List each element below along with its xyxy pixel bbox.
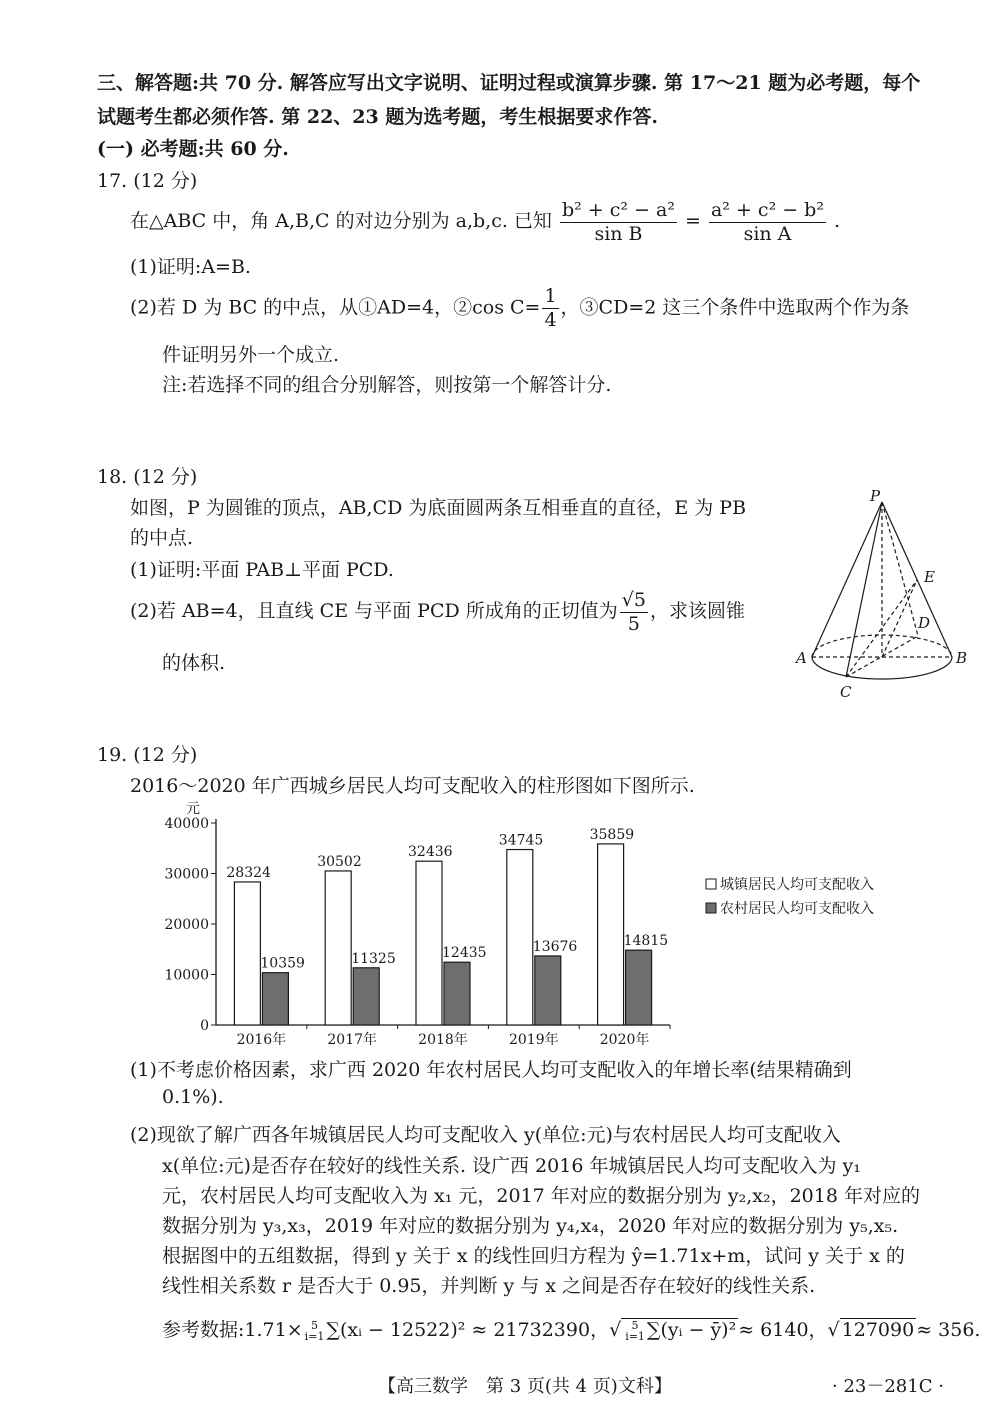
x-tick-label: 2020年: [599, 1032, 650, 1048]
q17-note: 注:若选择不同的组合分别解答，则按第一个解答计分.: [162, 374, 612, 396]
bar-rural-value-label: 10359: [260, 955, 305, 972]
q17-stem: [130, 198, 840, 245]
q18-part2-line2: 的体积.: [162, 652, 226, 674]
y-tick-label: 20000: [164, 917, 209, 933]
q18-part1: (1)证明:平面 PAB⊥平面 PCD.: [130, 559, 394, 581]
legend-label-rural: 农村居民人均可支配收入: [720, 901, 874, 917]
section-heading-line2: 试题考生都必须作答. 第 22、23 题为选考题，考生根据要求作答.: [97, 106, 658, 128]
q19-part2-line2: x(单位:元)是否存在较好的线性关系. 设广西 2016 年城镇居民人均可支配收入为 y₁: [162, 1155, 861, 1177]
sum-limits-1: 5 i=1: [304, 1319, 325, 1343]
label-B: B: [956, 649, 968, 667]
q17-part1: (1)证明:A=B.: [130, 256, 251, 278]
q18-part2-text: (2)若 AB=4，且直线 CE 与平面 PCD 所成角的正切值为: [130, 600, 618, 622]
legend-swatch-urban: [706, 879, 716, 889]
reference-value-2: ≈ 6140，: [738, 1319, 828, 1341]
q17-part2-line2: 件证明另外一个成立.: [162, 344, 340, 366]
q17-header: 17. (12 分): [97, 170, 198, 192]
edge-PA: [812, 502, 882, 657]
q17-part2-fraction: $\frac{1}{4}$: [544, 285, 557, 331]
q18-line2: 的中点.: [130, 527, 194, 549]
bar-rural-value-label: 14815: [623, 933, 669, 950]
label-P: P: [870, 487, 881, 505]
legend-swatch-rural: [706, 903, 716, 913]
q19-part2-line6: 线性相关系数 r 是否大于 0.95，并判断 y 与 x 之间是否存在较好的线性关系.: [162, 1275, 816, 1297]
bar-urban-value-label: 30502: [317, 853, 362, 870]
reference-sum-2: ∑(yᵢ − ȳ)²: [646, 1319, 737, 1341]
x-tick-label: 2016年: [236, 1032, 287, 1048]
sqrt-sign-2: √: [827, 1319, 840, 1341]
bar-rural-value-label: 13676: [532, 938, 578, 955]
page-footer-title: 【高三数学 第 3 页(共 4 页)文科】: [378, 1376, 672, 1397]
bar-rural: [444, 962, 470, 1025]
section-subheading: (一) 必考题:共 60 分.: [97, 138, 289, 160]
q17-equals: =: [685, 210, 701, 232]
q19-part2-line5: 根据图中的五组数据，得到 y 关于 x 的线性回归方程为 ŷ=1.71x+m，试问 y 关于 x 的: [162, 1245, 905, 1267]
bar-urban: [234, 882, 260, 1025]
bar-urban-value-label: 34745: [498, 832, 544, 849]
reference-sqrt-3: 127090: [841, 1319, 915, 1341]
q18-header: 18. (12 分): [97, 466, 198, 488]
q19-part1-line2: 0.1%).: [162, 1086, 224, 1108]
label-C: C: [840, 683, 852, 701]
label-A: A: [796, 649, 807, 667]
y-axis-unit-label: 元: [186, 801, 200, 817]
q18-part2-fraction: $\frac{√5}{5}$: [621, 588, 646, 635]
bar-urban-value-label: 32436: [408, 844, 453, 861]
y-tick-label: 10000: [164, 967, 209, 984]
bar-urban: [598, 844, 624, 1025]
reference-sum-1: ∑(xᵢ − 12522)² ≈ 21732390，: [326, 1319, 610, 1341]
legend-label-urban: 城镇居民人均可支配收入: [720, 877, 874, 893]
bar-rural: [262, 973, 288, 1025]
reference-value-3: ≈ 356.: [916, 1319, 981, 1341]
cone-base-front: [812, 657, 952, 679]
bar-rural: [626, 950, 652, 1025]
y-tick-label: 30000: [164, 866, 209, 883]
page-footer-code: · 23－281C ·: [832, 1376, 944, 1397]
q17-stem-text: 在△ABC 中，角 A,B,C 的对边分别为 a,b,c. 已知: [130, 210, 552, 232]
q18-part2: [130, 588, 745, 635]
bar-rural: [535, 956, 561, 1025]
q19-part2-line1: (2)现欲了解广西各年城镇居民人均可支配收入 y(单位:元)与农村居民人均可支配收入: [130, 1124, 841, 1146]
bar-rural-value-label: 11325: [351, 950, 396, 967]
bar-rural-value-label: 12435: [442, 945, 487, 962]
q19-intro: 2016～2020 年广西城乡居民人均可支配收入的柱形图如下图所示.: [130, 775, 695, 797]
bar-urban: [416, 861, 442, 1025]
bar-urban-value-label: 35859: [589, 826, 635, 843]
reference-label: 参考数据:: [162, 1319, 245, 1341]
bar-urban: [507, 850, 533, 1025]
label-E: E: [924, 568, 935, 586]
reference-coefficient: 1.71×: [244, 1319, 303, 1341]
bar-urban: [325, 871, 351, 1025]
y-tick-label: 40000: [164, 816, 209, 832]
q17-period: .: [834, 210, 841, 232]
q19-part2-line3: 元，农村居民人均可支配收入为 x₁ 元，2017 年对应的数据分别为 y₂,x₂，2018 年对应的: [162, 1185, 920, 1207]
bar-rural: [353, 968, 379, 1025]
q18-part2-text-end: ，求该圆锥: [649, 600, 745, 622]
q19-header: 19. (12 分): [97, 744, 198, 766]
q19-part2-line4: 数据分别为 y₃,x₃，2019 年对应的数据分别为 y₄,x₄，2020 年对应的数据分别为 y₅,x₅.: [162, 1215, 899, 1237]
y-tick-label: 0: [200, 1018, 209, 1034]
bar-urban-value-label: 28324: [226, 864, 271, 881]
edge-PC: [846, 502, 882, 677]
section-heading-line1: 三、解答题:共 70 分. 解答应写出文字说明、证明过程或演算步骤. 第 17～21 题为必考题，每个: [97, 72, 921, 94]
label-D: D: [918, 614, 931, 632]
q17-fraction-1: $\frac{\text{b² + c² − a²}}{\text{sin B}}$: [561, 198, 675, 245]
q18-line1: 如图，P 为圆锥的顶点，AB,CD 为底面圆两条互相垂直的直径，E 为 PB: [130, 497, 747, 519]
x-tick-label: 2019年: [508, 1032, 559, 1048]
q19-part1-line1: (1)不考虑价格因素，求广西 2020 年农村居民人均可支配收入的年增长率(结果精确到: [130, 1059, 852, 1081]
q17-part2: [130, 285, 909, 332]
q17-part2-text-end: ，③CD=2 这三个条件中选取两个作为条: [560, 296, 910, 319]
q17-part2-text: (2)若 D 为 BC 的中点，从①AD=4，②cos C=: [130, 296, 541, 319]
x-tick-label: 2017年: [327, 1032, 378, 1048]
sqrt-sign-1: √: [609, 1319, 622, 1341]
segment-OE: [882, 580, 917, 657]
x-tick-label: 2018年: [418, 1032, 468, 1048]
cone-figure: [790, 485, 980, 705]
income-bar-chart: [150, 795, 910, 1055]
q19-reference-data: [162, 1310, 980, 1350]
q17-fraction-2: $\frac{\text{a² + c² − b²}}{\text{sin A}}$: [710, 198, 824, 245]
sum-limits-2: 5 i=1: [625, 1319, 645, 1343]
